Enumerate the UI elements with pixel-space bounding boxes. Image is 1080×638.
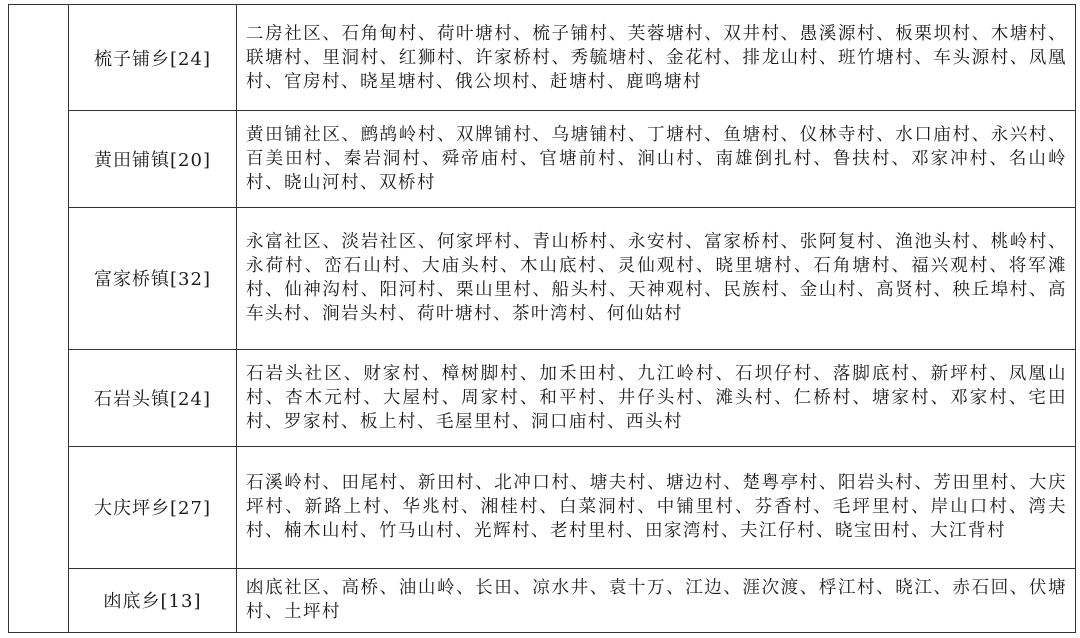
region-name: 大庆坪乡[27]	[69, 446, 237, 568]
table-row	[9, 5, 1076, 111]
table-row	[9, 349, 1076, 446]
region-name: 富家桥镇[32]	[69, 208, 237, 349]
table-row	[9, 446, 1076, 568]
village-table	[8, 4, 1076, 633]
region-name: 梳子铺乡[24]	[69, 5, 237, 111]
region-name: 石岩头镇[24]	[69, 349, 237, 446]
village-list: 永富社区、淡岩社区、何家坪村、青山桥村、永安村、富家桥村、张阿复村、渔池头村、桃岭村、永荷村、峦石山村、大庙头村、木山底村、灵仙观村、晓里塘村、石角塘村、福兴观村、将军滩村、仙神沟村、阳河村、栗山里村、船头村、天神观村、民族村、金山村、高贤村、秧丘埠村、高车头村、涧岩头村、荷叶塘村、茶叶湾村、何仙姑村	[237, 208, 1076, 349]
village-list: 石岩头社区、财家村、樟树脚村、加禾田村、九江岭村、石坝仔村、落脚底村、新坪村、凤凰山村、杏木元村、大屋村、周家村、和平村、井仔头村、滩头村、仁桥村、塘家村、邓家村、宅田村、罗家村、板上村、毛屋里村、洞口庙村、西头村	[237, 349, 1076, 446]
table-row	[9, 568, 1076, 632]
village-list: 凼底社区、高桥、油山岭、长田、凉水井、袁十万、江边、涯次渡、桴江村、晓江、赤石回、伏塘村、土坪村	[237, 568, 1076, 632]
county-cell	[9, 5, 69, 633]
village-list: 石溪岭村、田尾村、新田村、北冲口村、塘夫村、塘边村、楚粤亭村、阳岩头村、芳田里村、大庆坪村、新路上村、华兆村、湘桂村、白菜洞村、中铺里村、芬香村、毛坪里村、岸山口村、湾夫村、楠木山村、竹马山村、光辉村、老村里村、田家湾村、夫江仔村、晓宝田村、大江背村	[237, 446, 1076, 568]
village-list: 二房社区、石角甸村、荷叶塘村、梳子铺村、芙蓉塘村、双井村、愚溪源村、板栗坝村、木塘村、联塘村、里洞村、红狮村、许家桥村、秀毓塘村、金花村、排龙山村、班竹塘村、车头源村、凤凰村、官房村、晓星塘村、俄公坝村、赶塘村、鹿鸣塘村	[237, 5, 1076, 111]
village-list: 黄田铺社区、鹧鸪岭村、双牌铺村、乌塘铺村、丁塘村、鱼塘村、仪林寺村、水口庙村、永兴村、百美田村、秦岩洞村、舜帝庙村、官塘前村、涧山村、南雄倒扎村、鲁扶村、邓家冲村、名山岭村、晓山河村、双桥村	[237, 111, 1076, 208]
region-name: 黄田铺镇[20]	[69, 111, 237, 208]
region-name: 凼底乡[13]	[69, 568, 237, 632]
table-row	[9, 208, 1076, 349]
table-row	[9, 111, 1076, 208]
